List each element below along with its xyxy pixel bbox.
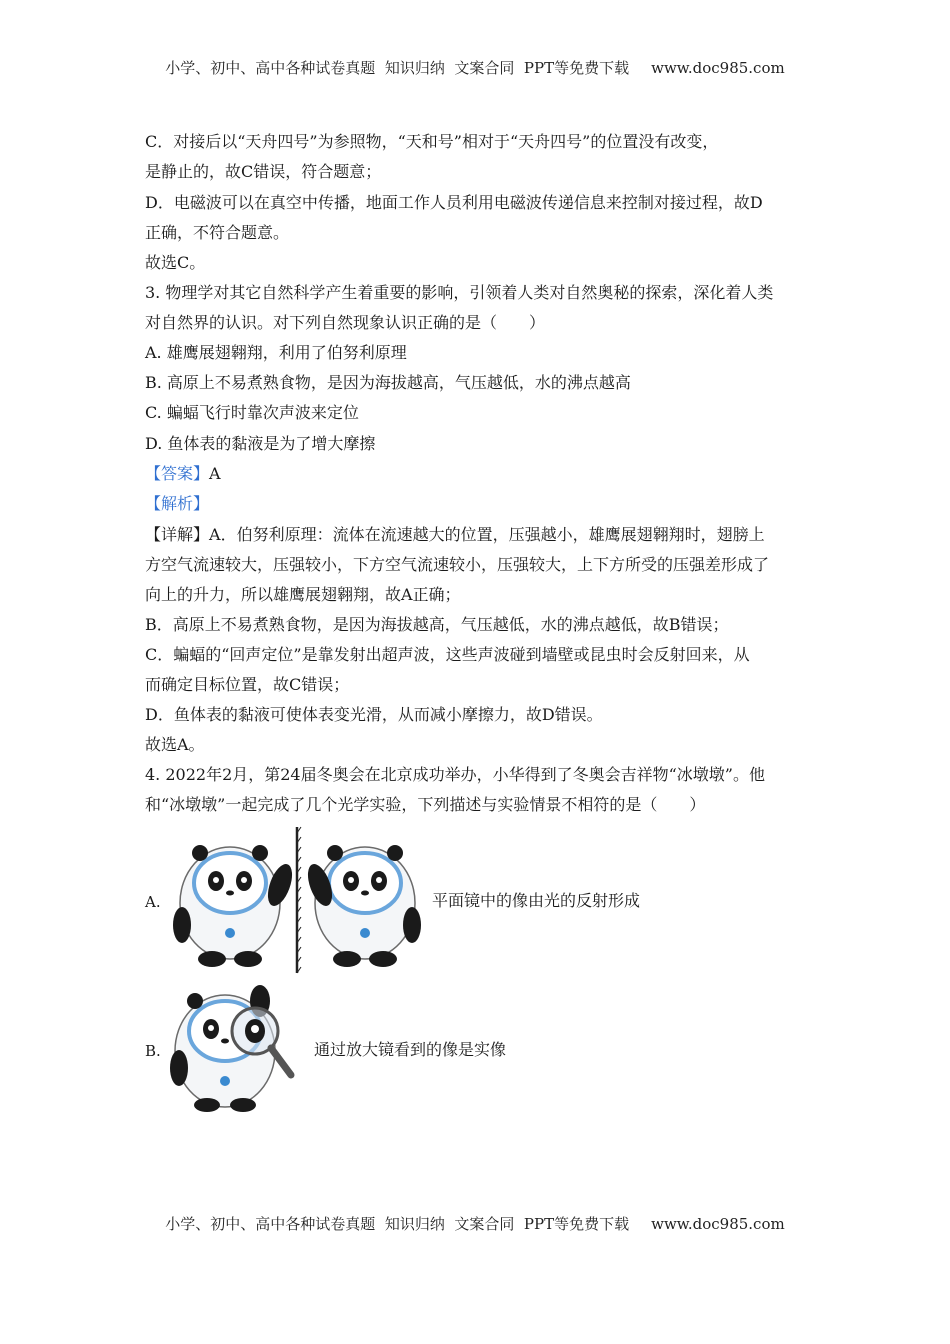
panda-mascot-mirror-image: [303, 845, 421, 967]
q3-option-c: C. 蝙蝠飞行时靠次声波来定位: [145, 403, 359, 422]
q2-option-c-line2: 是静止的，故C错误，符合题意；: [145, 162, 382, 181]
mirror-line: [297, 827, 301, 973]
q3-detail-b: B．高原上不易煮熟食物，是因为海拔越高，气压越低，水的沸点越低，故B错误；: [145, 615, 729, 634]
q3-option-d: D. 鱼体表的黏液是为了增大摩擦: [145, 434, 376, 453]
q2-option-c-line1: C．对接后以“天舟四号”为参照物，“天和号”相对于“天舟四号”的位置没有改变，: [145, 132, 719, 151]
q3-detail-a-line2: 方空气流速较大，压强较小，下方空气流速较小，压强较大，上下方所受的压强差形成了: [145, 555, 770, 574]
detail-tag: 【详解】: [145, 525, 210, 544]
footer-url[interactable]: www.doc985.com: [651, 1215, 785, 1233]
q3-stem-line2: 对自然界的认识。对下列自然现象认识正确的是（ ）: [145, 313, 546, 332]
q4-option-a-label: A.: [145, 893, 161, 911]
header-url[interactable]: www.doc985.com: [651, 59, 785, 77]
answer-value: A: [209, 464, 221, 483]
q4-stem-line1: 4. 2022年2月，第24届冬奥会在北京成功举办，小华得到了冬奥会吉祥物“冰墩墩”。他: [145, 765, 765, 784]
q4-option-b-label: B.: [145, 1042, 161, 1060]
q3-detail-c-line2: 而确定目标位置，故C错误；: [145, 675, 350, 694]
q3-answer: [145, 463, 221, 485]
panda-mascot-left: [173, 845, 297, 967]
q3-detail-c-line1: C．蝙蝠的“回声定位”是靠发射出超声波，这些声波碰到墙壁或昆虫时会反射回来，从: [145, 645, 750, 664]
q2-choose: 故选C。: [145, 253, 206, 272]
answer-tag: 【答案】: [145, 464, 210, 483]
q3-detail-d: D．鱼体表的黏液可使体表变光滑，从而减小摩擦力，故D错误。: [145, 705, 603, 724]
header-text: 小学、初中、高中各种试卷真题 知识归纳 文案合同 PPT等免费下载: [165, 59, 630, 77]
q2-option-d-line2: 正确，不符合题意。: [145, 223, 290, 242]
q3-detail-a-line3: 向上的升力，所以雄鹰展翅翱翔，故A正确；: [145, 585, 461, 604]
q3-option-b: B. 高原上不易煮熟食物，是因为海拔越高，气压越低，水的沸点越高: [145, 373, 631, 392]
q3-option-a: A. 雄鹰展翅翱翔，利用了伯努利原理: [145, 343, 407, 362]
detail-a-text: A．伯努利原理：流体在流速越大的位置，压强越小，雄鹰展翅翱翔时，翅膀上: [209, 525, 765, 544]
mirror-figure: [160, 825, 430, 975]
q4-option-b-text: 通过放大镜看到的像是实像: [314, 1040, 507, 1059]
q2-option-d-line1: D．电磁波可以在真空中传播，地面工作人员利用电磁波传递信息来控制对接过程，故D: [145, 193, 763, 212]
footer-text: 小学、初中、高中各种试卷真题 知识归纳 文案合同 PPT等免费下载: [165, 1215, 630, 1233]
q3-stem-line1: 3. 物理学对其它自然科学产生着重要的影响，引领着人类对自然奥秘的探索，深化着人类: [145, 283, 774, 302]
magnifier-figure: [165, 983, 300, 1113]
analysis-tag: 【解析】: [145, 494, 210, 513]
page-footer: [0, 1214, 950, 1234]
q3-choose: 故选A。: [145, 735, 205, 754]
q4-stem-line2: 和“冰墩墩”一起完成了几个光学实验，下列描述与实验情景不相符的是（ ）: [145, 795, 706, 814]
page-header: [0, 58, 950, 78]
q4-option-a-text: 平面镜中的像由光的反射形成: [432, 891, 641, 910]
q3-detail-a-line1: [145, 524, 765, 546]
